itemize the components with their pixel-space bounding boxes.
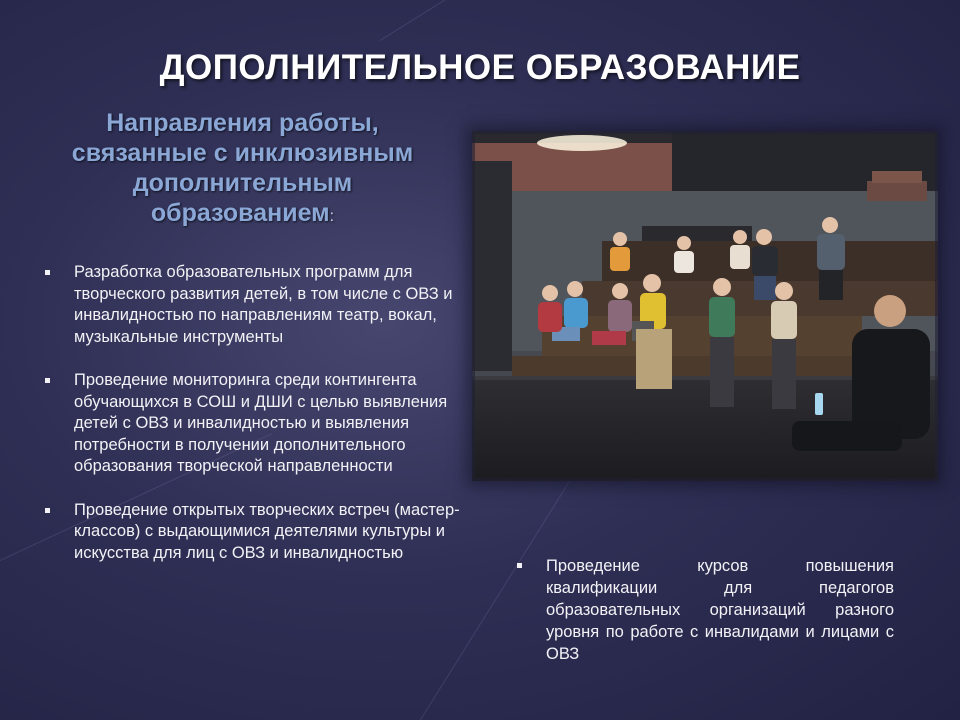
slide-title: ДОПОЛНИТЕЛЬНОЕ ОБРАЗОВАНИЕ xyxy=(159,48,801,87)
person-figure xyxy=(709,278,735,407)
bullet-item xyxy=(40,262,460,348)
bullet-square-icon xyxy=(517,563,522,568)
right-bullet-list xyxy=(512,555,894,665)
subtitle-line: связанные с инклюзивным xyxy=(71,139,414,167)
bullet-item xyxy=(40,500,460,565)
theater-rehearsal-photo xyxy=(472,131,938,481)
decorative-line xyxy=(380,0,720,41)
bullet-square-icon xyxy=(45,508,50,513)
bullet-text: Проведение открытых творческих встреч (мастер-классов) с выдающимися деятелями культуры и искусства для лиц с ОВЗ и инвалидностью xyxy=(74,500,460,562)
bullet-square-icon xyxy=(45,270,50,275)
bullet-square-icon xyxy=(45,378,50,383)
subtitle-line: дополнительным xyxy=(132,169,353,197)
bottle-shape xyxy=(815,393,823,415)
section-subtitle xyxy=(40,108,445,232)
bullet-item xyxy=(512,555,894,665)
bullet-list xyxy=(40,262,460,586)
subtitle-line: Направления работы, xyxy=(106,109,379,137)
bullet-text: Проведение мониторинга среди контингента обучающихся в СОШ и ДШИ с целью выявления детей с ОВЗ и инвалидностью и выявления потребности в получении дополнительного образования творческой направленности xyxy=(74,371,448,475)
photo-illustration xyxy=(472,131,938,481)
subtitle-colon: : xyxy=(329,208,335,225)
bullet-text: Проведение курсов повышения квалификации для педагогов образовательных организаций разного уровня по работе с инвалидами и лицами с ОВЗ xyxy=(546,557,894,663)
bullet-item xyxy=(40,370,460,478)
subtitle-line-text: образованием xyxy=(150,199,330,227)
subtitle-line xyxy=(40,198,445,232)
bullet-text: Разработка образовательных программ для творческого развития детей, в том числе с ОВЗ и инвалидностью по направлениям театр, вокал, музыкальные инструменты xyxy=(74,263,453,346)
